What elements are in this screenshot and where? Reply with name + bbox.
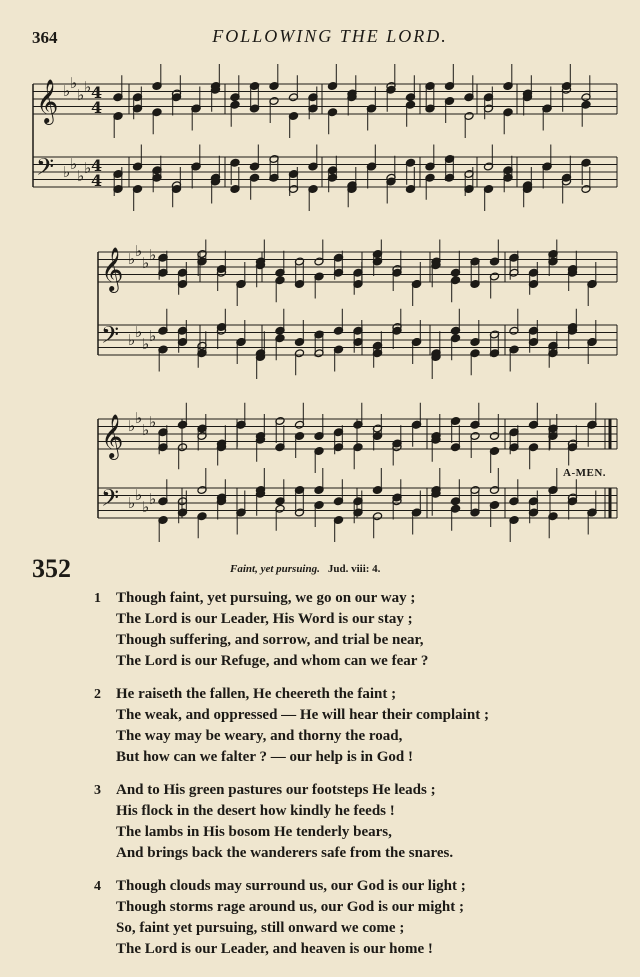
flat-icon: ♭ <box>70 155 78 173</box>
lyric-line: So, faint yet pursuing, still onward we come ; <box>116 920 405 936</box>
lyric-line: The way may be weary, and thorny the road, <box>116 728 403 744</box>
lyric-line: The Lord is our Leader, His Word is our stay ; <box>116 611 413 627</box>
stanza-line <box>92 630 622 651</box>
time-signature-top: 4 <box>91 156 103 175</box>
stanza-number: 2 <box>94 687 101 702</box>
stanza-line <box>92 897 622 918</box>
bass-clef-icon: 𝄢 <box>101 321 120 354</box>
flat-icon: ♭ <box>135 409 143 427</box>
stanzas <box>92 588 622 972</box>
hymn-number: 352 <box>32 554 71 583</box>
lyric-line: Though faint, yet pursuing, we go on our way ; <box>116 590 416 606</box>
page-number: 364 <box>32 28 58 47</box>
flat-icon: ♭ <box>142 421 150 439</box>
flat-icon: ♭ <box>149 413 157 431</box>
caption-reference: Jud. viii: 4. <box>327 563 381 575</box>
lyric-line: But how can we falter ? — our help is in God ! <box>116 749 413 765</box>
stanza-2 <box>92 684 622 768</box>
flat-icon: ♭ <box>142 335 150 353</box>
stanza-line <box>92 726 622 747</box>
stanza-line <box>92 684 622 705</box>
flat-icon: ♭ <box>142 498 150 516</box>
treble-clef-icon: 𝄞 <box>101 247 124 291</box>
stanza-line <box>92 705 622 726</box>
stanza-line <box>92 918 622 939</box>
flat-icon: ♭ <box>149 490 157 508</box>
flat-icon: ♭ <box>70 74 78 92</box>
flat-icon: ♭ <box>77 167 85 185</box>
flat-icon: ♭ <box>128 331 136 349</box>
time-signature-bottom: 4 <box>91 171 103 190</box>
bass-clef-icon: 𝄢 <box>36 153 55 186</box>
lyric-line: His flock in the desert how kindly he feeds ! <box>116 803 395 819</box>
lyric-line: The Lord is our Leader, and heaven is our home ! <box>116 941 433 957</box>
flat-icon: ♭ <box>135 242 143 260</box>
stanza-line <box>92 876 622 897</box>
stanza-line <box>92 747 622 768</box>
stanza-line <box>92 609 622 630</box>
lyric-line: Though clouds may surround us, our God is our light ; <box>116 878 466 894</box>
caption-title: Faint, yet pursuing. <box>230 563 320 575</box>
stanza-number: 3 <box>94 783 101 798</box>
stanza-line <box>92 939 622 960</box>
flat-icon: ♭ <box>77 86 85 104</box>
stanza-number: 4 <box>94 879 101 894</box>
lyric-line: Though storms rage around us, our God is our might ; <box>116 899 464 915</box>
flat-icon: ♭ <box>142 254 150 272</box>
flat-icon: ♭ <box>128 250 136 268</box>
lyric-line: Though suffering, and sorrow, and trial be near, <box>116 632 424 648</box>
flat-icon: ♭ <box>63 163 71 181</box>
hymn-caption <box>230 563 380 575</box>
stanza-line <box>92 780 622 801</box>
time-signature-bottom: 4 <box>91 98 103 117</box>
lyric-line: And to His green pastures our footsteps He leads ; <box>116 782 436 798</box>
flat-icon: ♭ <box>84 159 92 177</box>
treble-clef-icon: 𝄞 <box>101 414 124 458</box>
flat-icon: ♭ <box>128 494 136 512</box>
flat-icon: ♭ <box>149 246 157 264</box>
lyric-line: And brings back the wanderers safe from the snares. <box>116 845 454 861</box>
stanza-line <box>92 651 622 672</box>
running-title: FOLLOWING THE LORD. <box>212 26 448 46</box>
lyric-line: The weak, and oppressed — He will hear their complaint ; <box>116 707 489 723</box>
flat-icon: ♭ <box>63 82 71 100</box>
stanza-4 <box>92 876 622 960</box>
stanza-line <box>92 843 622 864</box>
flat-icon: ♭ <box>135 486 143 504</box>
lyric-line: The lambs in His bosom He tenderly bears, <box>116 824 392 840</box>
time-signature-top: 4 <box>91 83 103 102</box>
flat-icon: ♭ <box>135 323 143 341</box>
stanza-3 <box>92 780 622 864</box>
lyric-line: The Lord is our Refuge, and whom can we fear ? <box>116 653 429 669</box>
flat-icon: ♭ <box>149 327 157 345</box>
stanza-number: 1 <box>94 591 101 606</box>
stanza-1 <box>92 588 622 672</box>
stanza-line <box>92 588 622 609</box>
stanza-line <box>92 801 622 822</box>
treble-clef-icon: 𝄞 <box>36 79 59 123</box>
stanza-line <box>92 822 622 843</box>
amen-label: A-MEN. <box>563 467 607 479</box>
lyric-line: He raiseth the fallen, He cheereth the faint ; <box>116 686 397 702</box>
bass-clef-icon: 𝄢 <box>101 484 120 517</box>
flat-icon: ♭ <box>84 78 92 96</box>
flat-icon: ♭ <box>128 417 136 435</box>
